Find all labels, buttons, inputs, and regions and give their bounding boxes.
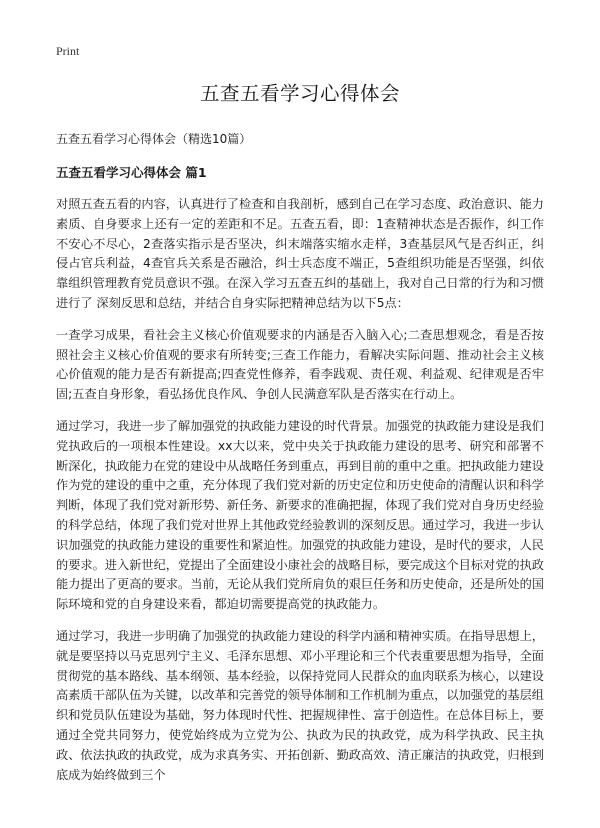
page-title: 五查五看学习心得体会 — [199, 82, 400, 105]
print-link[interactable]: Print — [56, 44, 80, 58]
paragraph-4: 通过学习，我进一步明确了加强党的执政能力建设的科学内涵和精神实质。在指导思想上，就是要坚持以马克思列宁主义、毛泽东思想、邓小平理论和三个代表重要思想为指导，全面贯彻党的基本路线、基本纲领、基本经验，以保持党同人民群众的血肉联系为核心，以建设高素质干部队伍为关键，以改革和完善党的领导体制和工作机制为重点，以加强党的基层组织和党员队伍建设为基础，努力体现时代性、把握规律性、富于创造性。在总体目标上，要通过全党共同努力，使党始终成为立党为公、执政为民的执政党，成为科学执政、民主执政、依法执政的执政党，成为求真务实、开拓创新、勤政高效、清正廉洁的执政党，归根到底成为始终做到三个 — [56, 628, 544, 782]
paragraph-1: 对照五查五看的内容，认真进行了检查和自我剖析，感到自己在学习态度、政治意识、能力素质、自身要求上还有一定的差距和不足。五查五看，即：1查精神状态是否振作，纠工作不安心不尽心，2查落实指示是否坚决，纠末端落实缩水走样，3查基层风气是否纠正，纠侵占官兵利益，4查官兵关系是否融洽，纠士兵态度不端正，5查组织功能是否坚强，纠依靠组织管理教育党员意识不强。在深入学习五查五纠的基础上，我对自己日常的行为和习惯进行了 深刻反思和总结，并结合自身实际把精神总结为以下5点： — [56, 197, 544, 310]
section-heading: 五查五看学习心得体会 篇1 — [56, 165, 207, 180]
paragraph-3: 通过学习，我进一步了解加强党的执政能力建设的时代背景。加强党的执政能力建设是我们党执政后的一项根本性建设。xx大以来，党中央关于执政能力建设的思考、研究和部署不断深化，执政能力在党的建设中从战略任务到重点，再到目前的重中之重。把执政能力建设作为党的建设的重中之重，充分体现了我们党对新的历史定位和历史使命的清醒认识和科学判断，体现了我们党对新形势、新任务、新要求的准确把握，体现了我们党对自身历史经验的科学总结，体现了我们党对世界上其他政党经验教训的深刻反思。通过学习，我进一步认识加强党的执政能力建设的重要性和紧迫性。加强党的执政能力建设，是时代的要求，人民的要求。进入新世纪，党提出了全面建设小康社会的战略目标，要完成这个目标对党的执政能力提出了更高的要求。当前，无论从我们党所肩负的艰巨任务和历史使命，还是所处的国际环境和党的自身建设来看，都迫切需要提高党的执政能力。 — [56, 418, 544, 612]
document-subtitle: 五查五看学习心得体会（精选10篇） — [56, 132, 252, 146]
paragraph-2: 一查学习成果，看社会主义核心价值观要求的内涵是否入脑入心;二查思想观念，看是否按照社会主义核心价值观的要求有所转变;三查工作能力，看解决实际问题、推动社会主义核心价值观的能力是否有新提高;四查党性修养，看李践观、责任观、利益观、纪律观是否牢固;五查自身形象，看弘扬优良作风、争创人民满意军队是否落实在行动上。 — [56, 327, 544, 402]
